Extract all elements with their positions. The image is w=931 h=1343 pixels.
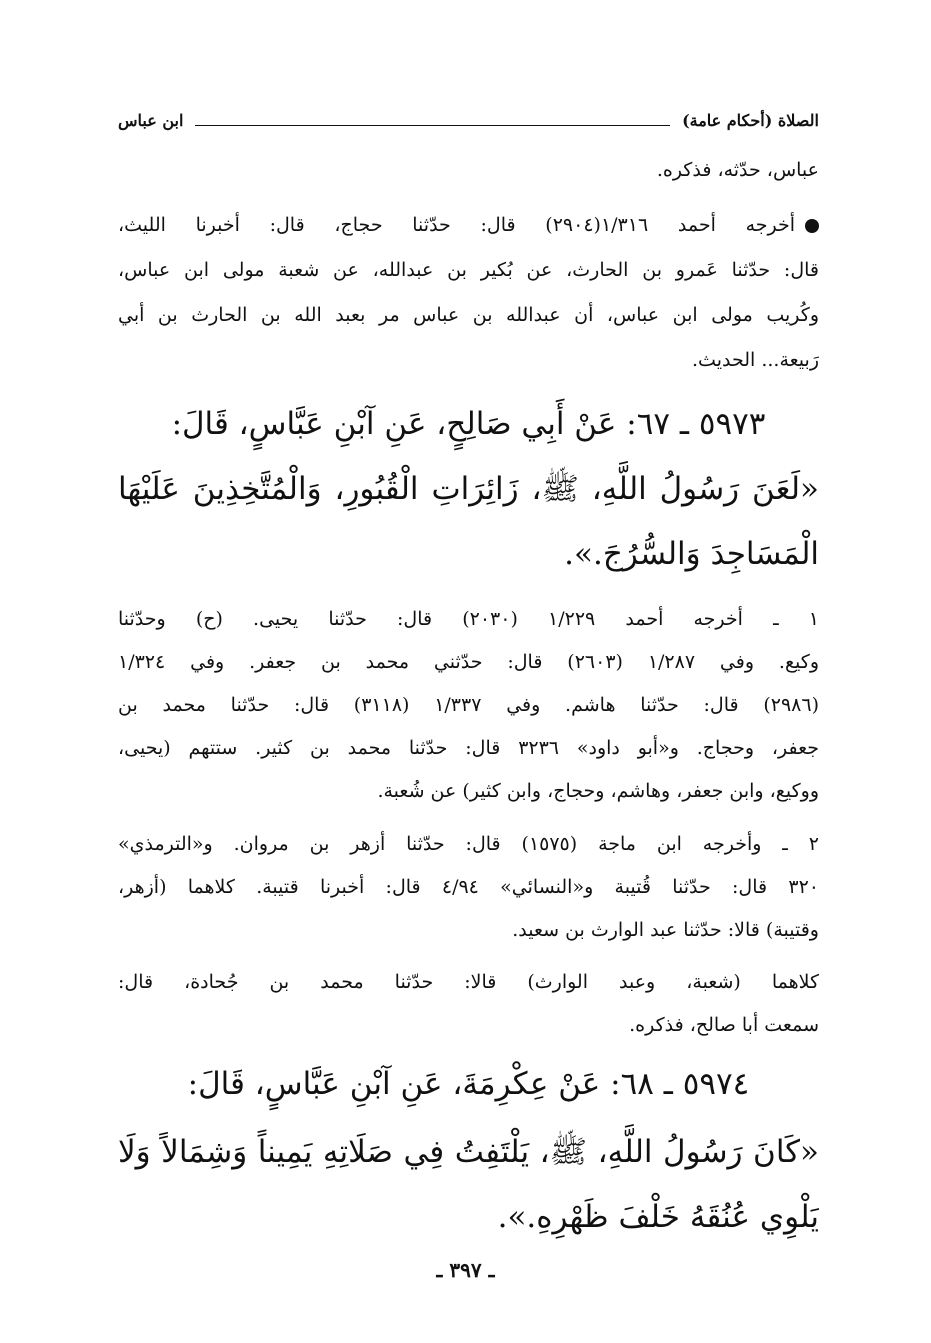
takhrij-67-2 [118,823,819,952]
takhrij-line: (٢٩٨٦) قال: حدّثنا هاشم. وفي ١/٣٣٧ (٣١١٨) قال: حدّثنا محمد بن [118,694,819,716]
takhrij-line: وكُريب مولى ابن عباس، أن عبدالله بن عباس مر بعبد الله بن الحارث بن أبي [118,304,819,326]
takhrij-line: ١ ـ أخرجه أحمد ١/٢٢٩ (٢٠٣٠) قال: حدّثنا يحيى. (ح) وحدّثنا [118,608,819,630]
hadith-68-heading: ٥٩٧٤ ـ ٦٨: عَنْ عِكْرِمَةَ، عَنِ آبْنِ عَبَّاسٍ، قَالَ: [187,1066,750,1102]
takhrij-line: قال: حدّثنا عَمرو بن الحارث، عن بُكير بن عبدالله، عن شعبة مولى ابن عباس، [118,259,819,281]
hadith-line: «كَانَ رَسُولُ اللَّهِ، ﷺ، يَلْتَفِتُ فِي صَلَاتِهِ يَمِيناً وَشِمَالاً وَلَا [118,1134,819,1170]
takhrij-line: وكيع. وفي ١/٢٨٧ (٢٦٠٣) قال: حدّثني محمد بن جعفر. وفي ١/٣٢٤ [118,651,819,673]
hadith-68-text [118,1120,819,1250]
hadith-line: الْمَسَاجِدَ وَالسُّرُجَ.». [564,536,819,572]
hadith-67-text [118,457,819,587]
takhrij-67-3 [118,961,819,1047]
takhrij-line: وقتيبة) قالا: حدّثنا عبد الوارث بن سعيد. [512,919,819,941]
hadith-67-heading: ٥٩٧٣ ـ ٦٧: عَنْ أَبِي صَالِحٍ، عَنِ آبْنِ عَبَّاسٍ، قَالَ: [171,406,766,442]
takhrij-line: رَبيعة... الحديث. [692,349,819,371]
page-number: ـ ٣٩٧ ـ [436,1258,495,1282]
bullet-icon [805,219,819,233]
takhrij-67-1 [118,598,819,813]
hadith-line: «لَعَنَ رَسُولُ اللَّهِ، ﷺ، زَائِرَاتِ الْقُبُورِ، وَالْمُتَّخِذِينَ عَلَيْهَا [118,471,819,507]
header-chapter: الصلاة (أحكام عامة) [682,110,819,130]
takhrij-line: جعفر، وحجاج. و«أبو داود» ٣٢٣٦ قال: حدّثنا محمد بن كثير. ستتهم (يحيى، [118,737,819,759]
intro-line: عباس، حدّثه، فذكره. [656,159,819,181]
header-rule [195,125,670,126]
header-narrator: ابن عباس [118,110,184,130]
running-header [118,107,819,133]
takhrij-66 [118,203,819,383]
takhrij-line: أخرجه أحمد ١/٣١٦(٢٩٠٤) قال: حدّثنا حجاج، قال: أخبرنا الليث، [118,203,819,248]
takhrij-line: ٢ ـ وأخرجه ابن ماجة (١٥٧٥) قال: حدّثنا أزهر بن مروان. و«الترمذي» [118,833,819,855]
takhrij-line: سمعت أبا صالح، فذكره. [629,1014,819,1036]
takhrij-line: ووكيع، وابن جعفر، وهاشم، وحجاج، وابن كثير) عن شُعبة. [377,780,819,802]
hadith-line: يَلْوِي عُنُقَهُ خَلْفَ ظَهْرِهِ.». [497,1199,819,1235]
takhrij-line: كلاهما (شعبة، وعبد الوارث) قالا: حدّثنا محمد بن جُحادة، قال: [118,971,819,993]
takhrij-line: ٣٢٠ قال: حدّثنا قُتيبة و«النسائي» ٤/٩٤ قال: أخبرنا قتيبة. كلاهما (أزهر، [118,876,819,898]
